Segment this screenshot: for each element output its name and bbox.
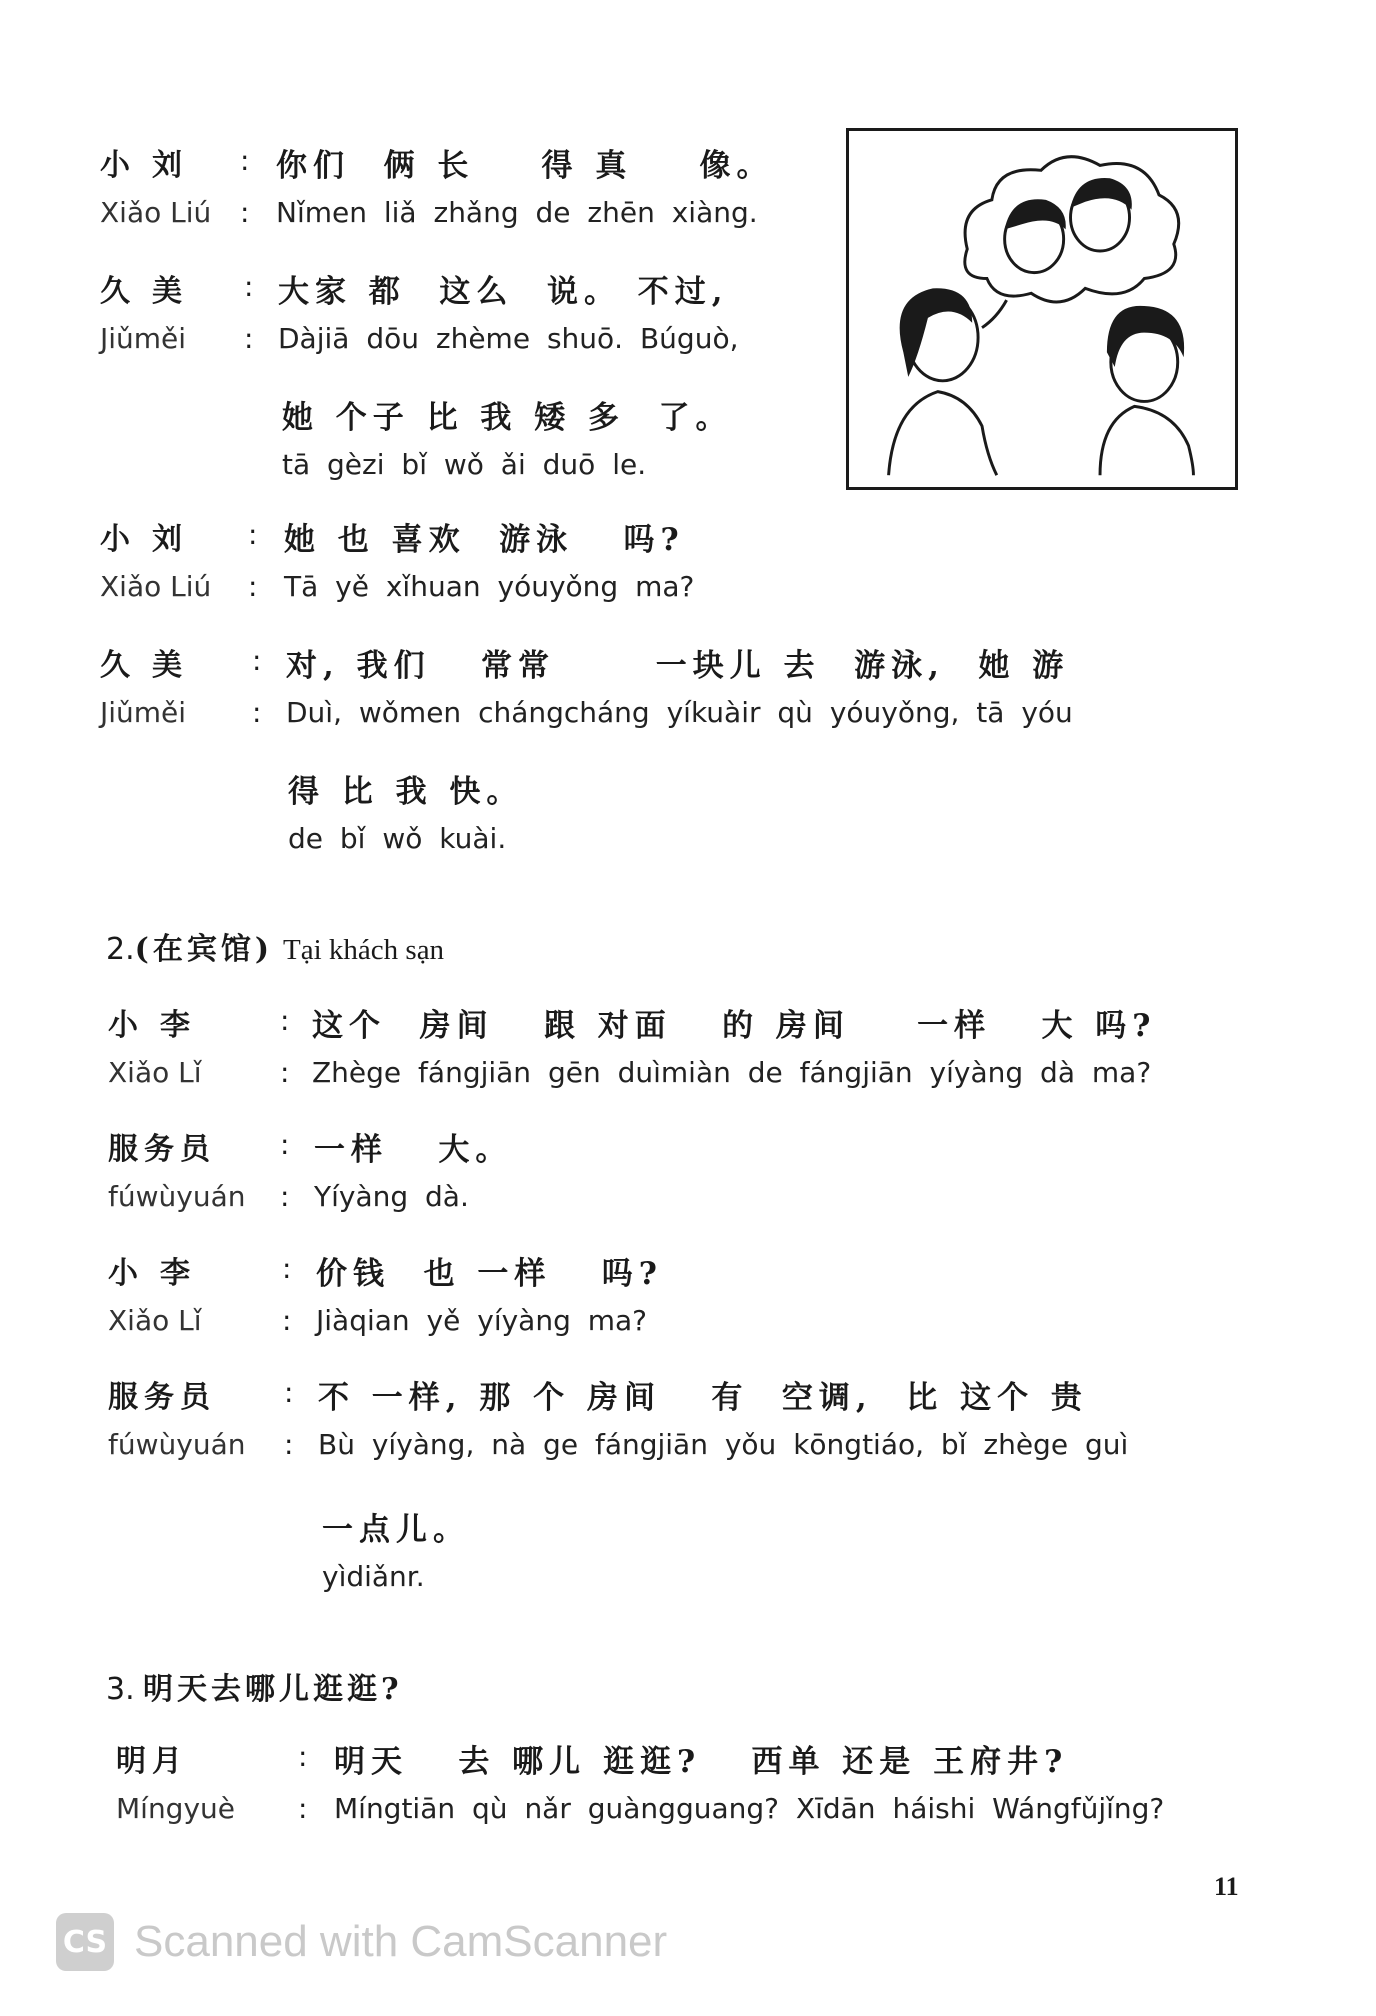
- watermark-text: Scanned with CamScanner: [134, 1917, 668, 1966]
- dialogue-mingyue: [0, 1736, 1376, 1836]
- thought-bubble-tail: [982, 300, 1007, 328]
- speaker-name-cn: 小刘: [100, 522, 204, 557]
- dialogue-line-pinyin: de bǐ wǒ kuài.: [288, 822, 507, 855]
- colon: :: [298, 1792, 308, 1825]
- hair-sister-2: [1071, 178, 1132, 210]
- colon: :: [298, 1740, 308, 1773]
- section-heading-3: [106, 1664, 403, 1708]
- dialogue-line-pinyin: Yíyàng dà.: [314, 1180, 469, 1213]
- section-heading-2: [106, 924, 444, 968]
- colon: :: [280, 1056, 290, 1089]
- speaker-name-pinyin: Xiǎo Liú: [100, 570, 212, 603]
- speaker-name-cn: 小李: [108, 1008, 212, 1043]
- colon: :: [282, 1252, 292, 1285]
- hair-woman-left: [900, 288, 973, 377]
- dialogue-line-pinyin: Nǐmen liǎ zhǎng de zhēn xiàng.: [276, 196, 758, 229]
- dialogue-line-pinyin: Duì, wǒmen chángcháng yíkuàir qù yóuyǒng, tā yóu: [286, 696, 1073, 729]
- dialogue-line-cn: 对, 我们 常常 一块儿 去 游泳, 她 游: [286, 648, 1070, 684]
- colon: :: [252, 696, 262, 729]
- speaker-name-pinyin: Xiǎo Lǐ: [108, 1056, 202, 1089]
- colon: :: [280, 1128, 290, 1161]
- dialogue-line-cn: 你们 俩 长 得 真 像。: [276, 148, 774, 184]
- colon: :: [244, 322, 254, 355]
- dialogue-line-cn: 一样 大。: [314, 1132, 513, 1168]
- body-woman-right: [1100, 406, 1193, 475]
- speaker-name-cn: 小刘: [100, 148, 204, 183]
- cartoon-illustration: [849, 131, 1235, 487]
- speaker-name-cn: 明月: [116, 1744, 188, 1779]
- speaker-name-pinyin: Jiǔměi: [100, 696, 187, 729]
- section-number: 3.: [106, 1672, 135, 1707]
- dialogue-line-cn: 这个 房间 跟 对面 的 房间 一样 大 吗?: [312, 1008, 1157, 1044]
- section-title-cn: (在宾馆): [134, 932, 274, 967]
- speaker-name-pinyin: fúwùyuán: [108, 1428, 246, 1461]
- dialogue-line-cn: 大家 都 这么 说。 不过,: [278, 274, 729, 310]
- dialogue-line-pinyin: tā gèzi bǐ wǒ ǎi duō le.: [282, 448, 647, 481]
- colon: :: [240, 144, 250, 177]
- section-title-vi: Tại khách sạn: [283, 934, 445, 966]
- dialogue-fuwuyuan-1: [0, 1124, 1376, 1224]
- dialogue-line-cn: 不 一样, 那 个 房间 有 空调, 比 这个 贵: [318, 1380, 1088, 1416]
- speaker-name-pinyin: Xiǎo Liú: [100, 196, 212, 229]
- dialogue-jiumei-2: [0, 640, 1376, 866]
- page-number: 11: [1214, 1872, 1239, 1901]
- dialogue-line-pinyin: Tā yě xǐhuan yóuyǒng ma?: [284, 570, 695, 603]
- camscanner-logo-icon: CS: [56, 1913, 114, 1971]
- dialogue-line-pinyin: Míngtiān qù nǎr guàngguang? Xīdān háishi Wángfǔjǐng?: [334, 1792, 1165, 1825]
- hair-woman-right: [1107, 306, 1184, 367]
- colon: :: [282, 1304, 292, 1337]
- hair-sister-1: [1005, 199, 1066, 229]
- speaker-name-pinyin: Jiǔměi: [100, 322, 187, 355]
- dialogue-line-cn: 得 比 我 快。: [288, 774, 524, 810]
- colon: :: [244, 270, 254, 303]
- dialogue-xiaoli-1: [0, 1000, 1376, 1100]
- dialogue-line-pinyin: Zhège fángjiān gēn duìmiàn de fángjiān yíyàng dà ma?: [312, 1056, 1152, 1089]
- dialogue-line-cn: 明天 去 哪儿 逛逛? 西单 还是 王府井?: [334, 1744, 1069, 1780]
- colon: :: [284, 1376, 294, 1409]
- dialogue-xiaoli-2: [0, 1248, 1376, 1348]
- dialogue-line-pinyin: Dàjiā dōu zhème shuō. Búguò,: [278, 322, 739, 355]
- colon: :: [280, 1004, 290, 1037]
- illustration-two-women: [846, 128, 1238, 490]
- dialogue-xiaoliu-2: [0, 514, 1376, 614]
- colon: :: [248, 518, 258, 551]
- dialogue-line-cn: 一点儿。: [322, 1512, 470, 1548]
- colon: :: [240, 196, 250, 229]
- colon: :: [252, 644, 262, 677]
- colon: :: [280, 1180, 290, 1213]
- speaker-name-pinyin: fúwùyuán: [108, 1180, 246, 1213]
- speaker-name-pinyin: Xiǎo Lǐ: [108, 1304, 202, 1337]
- dialogue-line-cn: 她 个子 比 我 矮 多 了。: [282, 400, 733, 436]
- speaker-name-cn: 久美: [100, 648, 204, 683]
- dialogue-line-pinyin: yìdiǎnr.: [322, 1560, 425, 1593]
- section-number: 2.: [106, 932, 135, 967]
- colon: :: [284, 1428, 294, 1461]
- speaker-name-cn: 服务员: [108, 1132, 216, 1167]
- camscanner-watermark: [56, 1910, 667, 1974]
- speaker-name-cn: 久美: [100, 274, 204, 309]
- speaker-name-cn: 服务员: [108, 1380, 216, 1415]
- dialogue-line-cn: 价钱 也 一样 吗?: [316, 1256, 663, 1292]
- body-woman-left: [889, 392, 997, 476]
- colon: :: [248, 570, 258, 603]
- dialogue-line-cn: 她 也 喜欢 游泳 吗?: [284, 522, 685, 558]
- speaker-name-cn: 小李: [108, 1256, 212, 1291]
- dialogue-fuwuyuan-2: [0, 1372, 1376, 1604]
- section-title-cn: 明天去哪儿逛逛?: [142, 1672, 403, 1707]
- dialogue-line-pinyin: Jiàqian yě yíyàng ma?: [316, 1304, 648, 1337]
- speaker-name-pinyin: Míngyuè: [116, 1792, 235, 1825]
- dialogue-line-pinyin: Bù yíyàng, nà ge fángjiān yǒu kōngtiáo, bǐ zhège guì: [318, 1428, 1129, 1461]
